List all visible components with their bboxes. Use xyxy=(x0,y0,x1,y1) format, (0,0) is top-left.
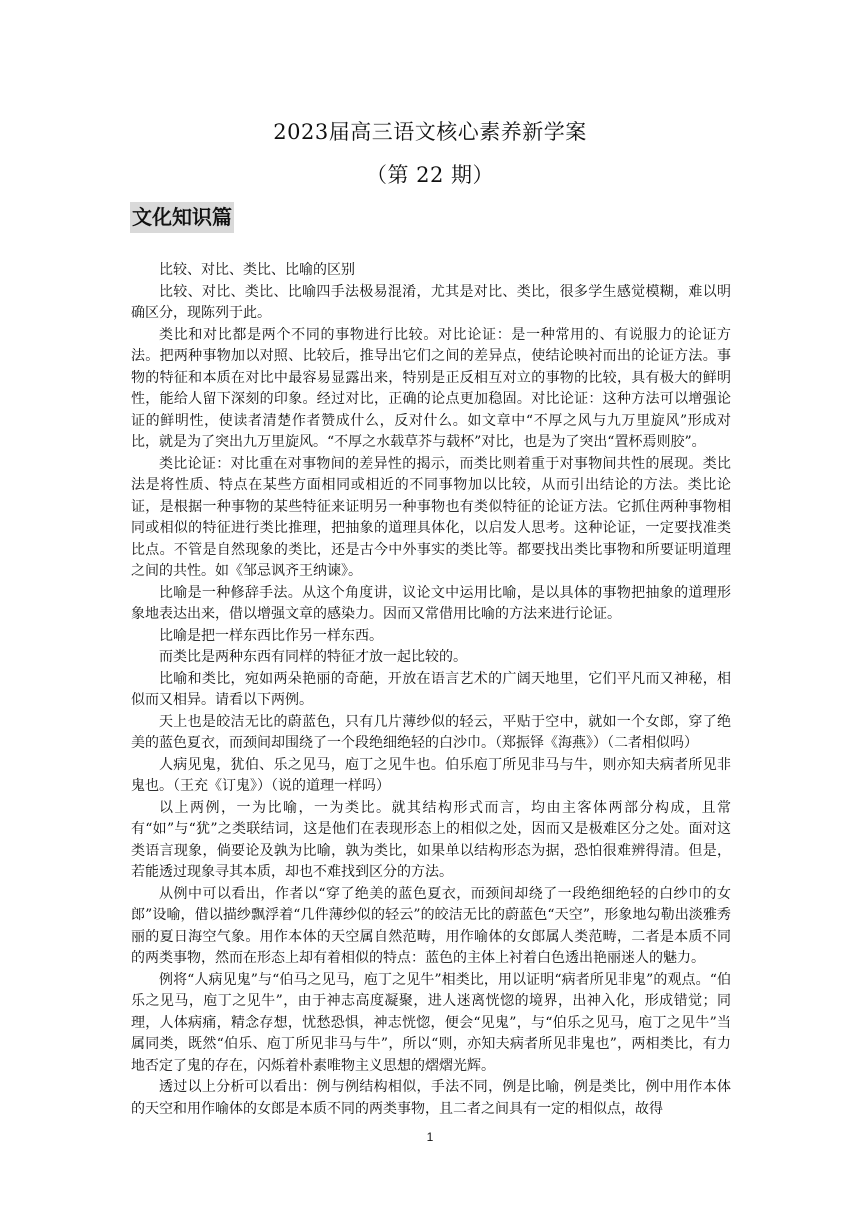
paragraph: 比较、对比、类比、比喻四手法极易混淆，尤其是对比、类比，很多学生感觉模糊，难以明确区分，现陈列于此。 xyxy=(131,283,731,321)
paragraph: 天上也是皎洁无比的蔚蓝色，只有几片薄纱似的轻云，平贴于空中，就如一个女郎，穿了绝美的蓝色夏衣，而颈间却围绕了一个段绝细绝轻的白沙巾。（郑振铎《海燕》）（二者相似吗） xyxy=(131,713,731,751)
paragraph-topic: 比较、对比、类比、比喻的区别 xyxy=(159,262,355,278)
body-text xyxy=(131,260,731,1120)
paragraph: 人病见鬼，犹伯、乐之见马，庖丁之见牛也。伯乐庖丁所见非马与牛，则亦知夫病者所见非鬼也。（王充《订鬼》）（说的道理一样吗） xyxy=(131,756,731,794)
paragraph: 从例中可以看出，作者以“穿了绝美的蓝色夏衣，而颈间却绕了一段绝细绝轻的白纱巾的女郎”设喻，借以描纱飘浮着“几件薄纱似的轻云”的皎洁无比的蔚蓝色“天空”，形象地勾勒出淡雅秀丽的夏日海空气象。用作本体的天空属自然范畴，用作喻体的女郎属人类范畴，二者是本质不同的两类事物，然而在形态上却有着相似的特点：蓝色的主体上衬着白色透出艳丽迷人的魅力。 xyxy=(131,885,731,966)
page-number: 1 xyxy=(426,1130,434,1144)
document-title: 2023届高三语文核心素养新学案 xyxy=(273,120,587,144)
paragraph: 比喻是一种修辞手法。从这个角度讲，议论文中运用比喻，是以具体的事物把抽象的道理形象地表达出来，借以增强文章的感染力。因而又常借用比喻的方法来进行论证。 xyxy=(131,584,731,622)
paragraph: 透过以上分析可以看出：例与例结构相似，手法不同，例是比喻，例是类比，例中用作本体的天空和用作喻体的女郎是本质不同的两类事物，且二者之间具有一定的相似点，故得 xyxy=(131,1079,731,1117)
paragraph: 类比和对比都是两个不同的事物进行比较。对比论证：是一种常用的、有说服力的论证方法。把两种事物加以对照、比较后，推导出它们之间的差异点，使结论映衬而出的论证方法。事物的特征和本质在对比中最容易显露出来，特别是正反相互对立的事物的比较，具有极大的鲜明性，能给人留下深刻的印象。经过对比，正确的论点更加稳固。对比论证：这种方法可以增强论证的鲜明性，使读者清楚作者赞成什么，反对什么。如文章中“不厚之风与九万里旋风”形成对比，就是为了突出九万里旋风。“不厚之水载草芥与载杯”对比，也是为了突出“置杯焉则胶”。 xyxy=(131,326,731,450)
section-heading: 文化知识篇 xyxy=(130,202,234,233)
paragraph: 类比论证：对比重在对事物间的差异性的揭示，而类比则着重于对事物间共性的展现。类比法是将性质、特点在某些方面相同或相近的不同事物加以比较，从而引出结论的方法。类比论证，是根据一种事物的某些特征来证明另一种事物也有类似特征的论证方法。它抓住两种事物相同或相似的特征进行类比推理，把抽象的道理具体化，以启发人思考。这种论证，一定要找准类比点。不管是自然现象的类比，还是古今中外事实的类比等。都要找出类比事物和所要证明道理之间的共性。如《邹忌讽齐王纳谏》。 xyxy=(131,455,731,579)
paragraph: 比喻是把一样东西比作另一样东西。 xyxy=(159,627,383,644)
paragraph: 以上两例，一为比喻，一为类比。就其结构形式而言，均由主客体两部分构成，且常有“如”与“犹”之类联结词，这是他们在表现形态上的相似之处，因而又是极难区分之处。面对这类语言现象，倘要论及孰为比喻，孰为类比，如果单以结构形态为据，恐怕很难辨得清。但是，若能透过现象寻其本质，却也不难找到区分的方法。 xyxy=(131,799,731,880)
paragraph: 比喻和类比，宛如两朵艳丽的奇葩，开放在语言艺术的广阔天地里，它们平凡而又神秘，相似而又相异。请看以下两例。 xyxy=(131,670,731,708)
issue-number: （第 22 期） xyxy=(365,163,495,187)
paragraph: 而类比是两种东西有同样的特征才放一起比较的。 xyxy=(159,649,467,665)
paragraph: 例将“人病见鬼”与“伯马之见马，庖丁之见牛”相类比，用以证明“病者所见非鬼”的观点。“伯乐之见马，庖丁之见牛”，由于神志高度凝聚，进人迷离恍惚的境界，出神入化，形成错觉；同理，人体病痛，精念存想，忧愁恐惧，神志恍惚，便会“见鬼”，与“伯乐之见马，庖丁之见牛”当属同类，既然“伯乐、庖丁所见非马与牛”，所以“则，亦知夫病者所见非鬼也”，两相类比，有力地否定了鬼的存在，闪烁着朴素唯物主义思想的熠熠光辉。 xyxy=(131,971,731,1074)
